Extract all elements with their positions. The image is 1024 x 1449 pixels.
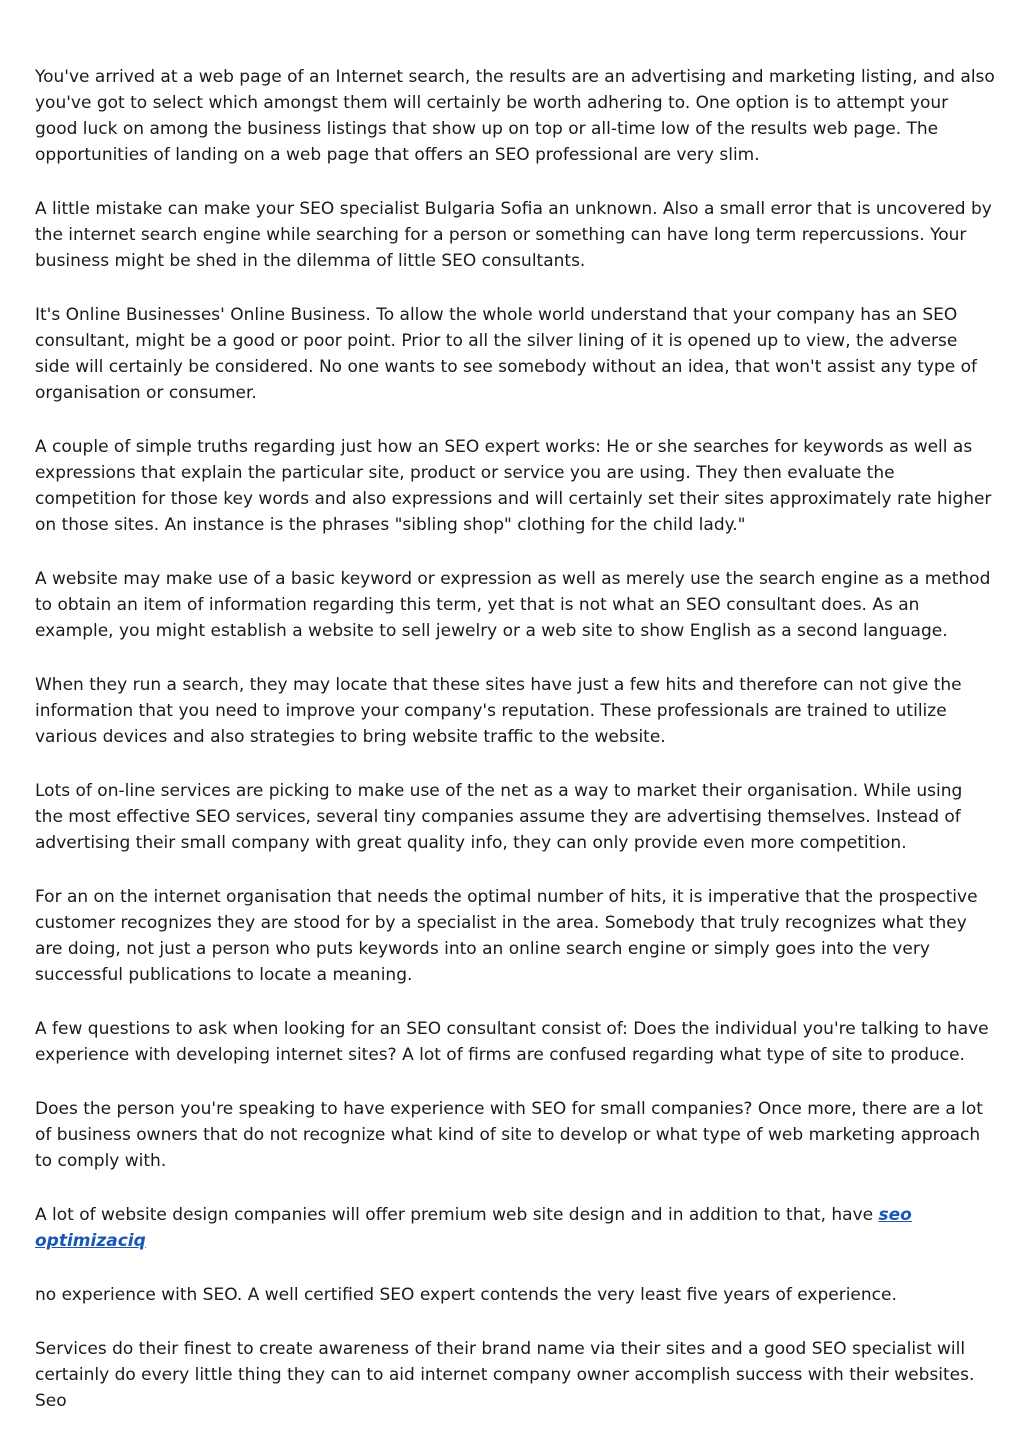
paragraph-7: Lots of on-line services are picking to make use of the net as a way to market their organisation. While using the most effective SEO services, several tiny companies assume they are advertising themselves. Instead of advertising their small company with great quality info, they can only provide even more competition. bbox=[35, 781, 963, 853]
paragraph-6: When they run a search, they may locate that these sites have just a few hits and therefore can not give the information that you need to improve your company's reputation. These professionals are trained to utilize various devices and also strategies to bring website traffic to the website. bbox=[35, 675, 962, 747]
paragraph-2: A little mistake can make your SEO specialist Bulgaria Sofia an unknown. Also a small error that is uncovered by the internet search engine while searching for a person or something can have long term repercussions. Your business might be shed in the dilemma of little SEO consultants. bbox=[35, 199, 992, 271]
paragraph-1: You've arrived at a web page of an Internet search, the results are an advertising and marketing listing, and also you've got to select which amongst them will certainly be worth adhering to. One option is to attempt your good luck on among the business listings that show up on top or all-time low of the results web page. The opportunities of landing on a web page that offers an SEO professional are very slim. bbox=[35, 67, 995, 165]
paragraph-9: A few questions to ask when looking for an SEO consultant consist of: Does the individual you're talking to have experience with developing internet sites? A lot of firms are confused regarding what type of site to produce. bbox=[35, 1019, 989, 1065]
document-body bbox=[35, 64, 995, 1442]
paragraph-4: A couple of simple truths regarding just how an SEO expert works: He or she searches for keywords as well as expressions that explain the particular site, product or service you are using. They then evaluate the competition for those key words and also expressions and will certainly set their sites approximately rate higher on those sites. An instance is the phrases "sibling shop" clothing for the child lady." bbox=[35, 437, 992, 535]
paragraph-3: It's Online Businesses' Online Business. To allow the whole world understand that your company has an SEO consultant, might be a good or poor point. Prior to all the silver lining of it is opened up to view, the adverse side will certainly be considered. No one wants to see somebody without an idea, that won't assist any type of organisation or consumer. bbox=[35, 305, 977, 403]
paragraph-13: Services do their finest to create awareness of their brand name via their sites and a good SEO specialist will certainly do every little thing they can to aid internet company owner accomplish success with their websites. Seo bbox=[35, 1339, 975, 1411]
paragraph-5: A website may make use of a basic keyword or expression as well as merely use the search engine as a method to obtain an item of information regarding this term, yet that is not what an SEO consultant does. As an example, you might establish a website to sell jewelry or a web site to show English as a second language. bbox=[35, 569, 991, 641]
paragraph-12: no experience with SEO. A well certified SEO expert contends the very least five years of experience. bbox=[35, 1285, 897, 1305]
paragraph-8: For an on the internet organisation that needs the optimal number of hits, it is imperative that the prospective customer recognizes they are stood for by a specialist in the area. Somebody that truly recognizes what they are doing, not just a person who puts keywords into an online search engine or simply goes into the very successful publications to locate a meaning. bbox=[35, 887, 978, 985]
link-paragraph-text: A lot of website design companies will offer premium web site design and in addition to that, have bbox=[35, 1205, 879, 1225]
seo-optimizaciq-link[interactable]: seo optimizaciq bbox=[35, 1205, 912, 1251]
paragraph-with-link bbox=[35, 1202, 995, 1254]
paragraph-10: Does the person you're speaking to have experience with SEO for small companies? Once more, there are a lot of business owners that do not recognize what kind of site to develop or what type of web marketing approach to comply with. bbox=[35, 1099, 983, 1171]
